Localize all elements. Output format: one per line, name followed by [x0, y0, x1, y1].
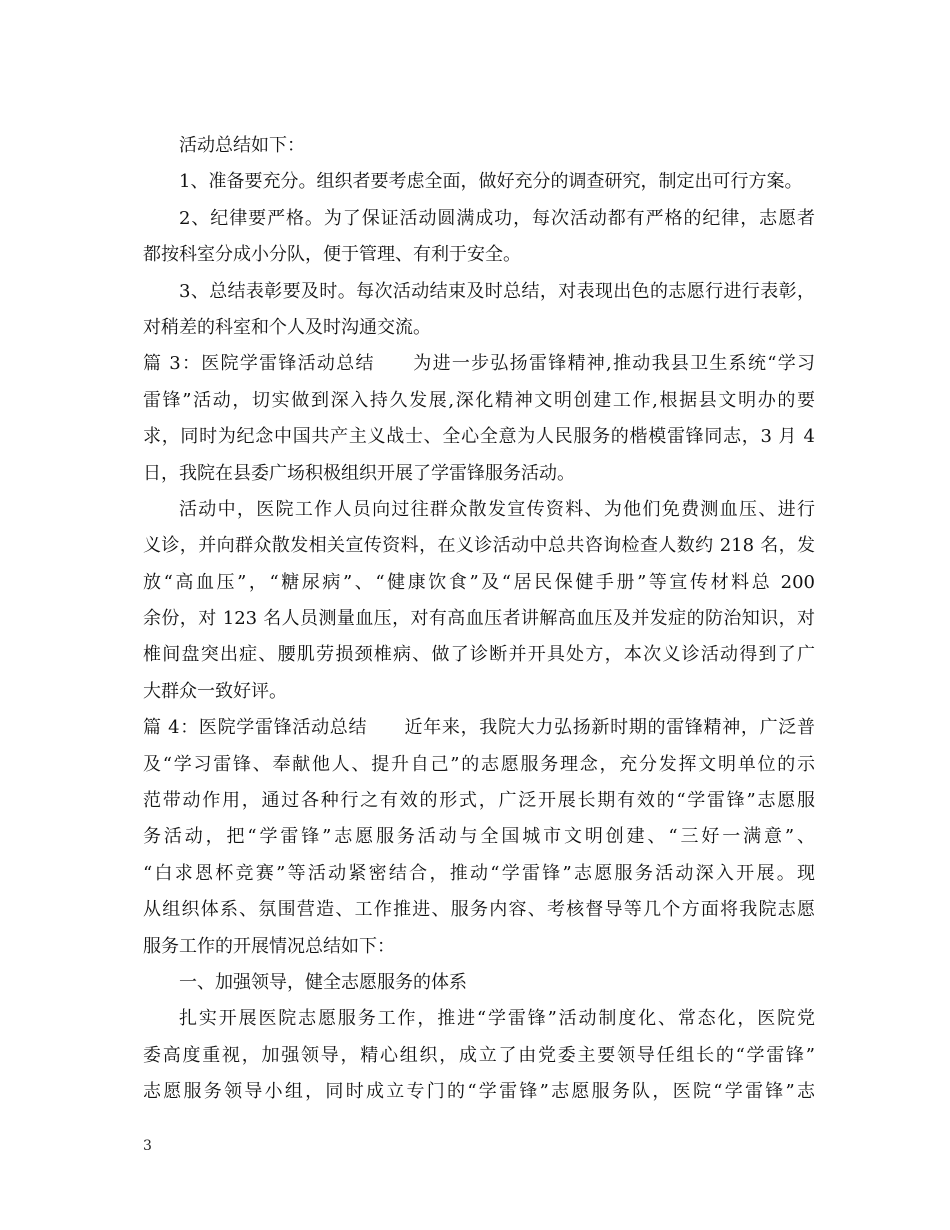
paragraph-line: 余份，对 123 名人员测量血压，对有高血压者讲解高血压及并发症的防治知识，对 — [143, 608, 815, 630]
paragraph-line: 及“学习雷锋、奉献他人、提升自己”的志愿服务理念，充分发挥文明单位的示 — [143, 753, 815, 775]
paragraph-line: 义诊，并向群众散发相关宣传资料，在义诊活动中总共咨询检查人数约 218 名，发 — [143, 535, 815, 557]
paragraph-line: 活动中，医院工作人员向过往群众散发宣传资料、为他们免费测血压、进行 — [179, 498, 815, 520]
page-number: 3 — [143, 1138, 152, 1154]
paragraph-line: 对稍差的科室和个人及时沟通交流。 — [143, 316, 431, 338]
paragraph-line: 雷锋”活动，切实做到深入持久发展,深化精神文明创建工作,根据县文明办的要 — [143, 389, 815, 411]
paragraph-line: 大群众一致好评。 — [143, 680, 287, 702]
paragraph-line: 务活动，把“学雷锋”志愿服务活动与全国城市文明创建、“三好一满意”、 — [143, 826, 815, 848]
paragraph-line: 椎间盘突出症、腰肌劳损颈椎病、做了诊断并开具处方，本次义诊活动得到了广 — [143, 644, 815, 666]
paragraph-line: 范带动作用，通过各种行之有效的形式，广泛开展长期有效的“学雷锋”志愿服 — [143, 790, 815, 812]
paragraph-line: 3、总结表彰要及时。每次活动结束及时总结，对表现出色的志愿行进行表彰， — [179, 280, 815, 302]
paragraph-line: 志愿服务领导小组，同时成立专门的“学雷锋”志愿服务队，医院“学雷锋”志 — [143, 1081, 815, 1103]
paragraph-line: 日，我院在县委广场积极组织开展了学雷锋服务活动。 — [143, 462, 575, 484]
subheading-line: 一、加强领导，健全志愿服务的体系 — [179, 971, 467, 993]
paragraph-line: 1、准备要充分。组织者要考虑全面，做好充分的调查研究，制定出可行方案。 — [179, 171, 803, 193]
section-heading-line: 篇 3：医院学雷锋活动总结 为进一步弘扬雷锋精神,推动我县卫生系统“学习 — [143, 353, 815, 375]
document-body — [143, 128, 815, 1111]
section-heading-line: 篇 4：医院学雷锋活动总结 近年来，我院大力弘扬新时期的雷锋精神，广泛普 — [143, 717, 815, 739]
paragraph-line: 都按科室分成小分队，便于管理、有利于安全。 — [143, 244, 521, 266]
paragraph-line: 扎实开展医院志愿服务工作，推进“学雷锋”活动制度化、常态化，医院党 — [179, 1008, 815, 1030]
paragraph-line: 求，同时为纪念中国共产主义战士、全心全意为人民服务的楷模雷锋同志，3 月 4 — [143, 426, 815, 448]
paragraph-line: 从组织体系、氛围营造、工作推进、服务内容、考核督导等几个方面将我院志愿 — [143, 899, 815, 921]
paragraph-line: 委高度重视，加强领导，精心组织，成立了由党委主要领导任组长的“学雷锋” — [143, 1044, 815, 1066]
paragraph-line: “白求恩杯竞赛”等活动紧密结合，推动“学雷锋”志愿服务活动深入开展。现 — [143, 862, 815, 884]
paragraph-line: 放“高血压”，“糖尿病”、“健康饮食”及“居民保健手册”等宣传材料总 200 — [143, 571, 815, 593]
paragraph-line: 2、纪律要严格。为了保证活动圆满成功，每次活动都有严格的纪律，志愿者 — [179, 207, 815, 229]
paragraph-line: 服务工作的开展情况总结如下： — [143, 935, 395, 957]
paragraph-line: 活动总结如下： — [179, 135, 305, 156]
